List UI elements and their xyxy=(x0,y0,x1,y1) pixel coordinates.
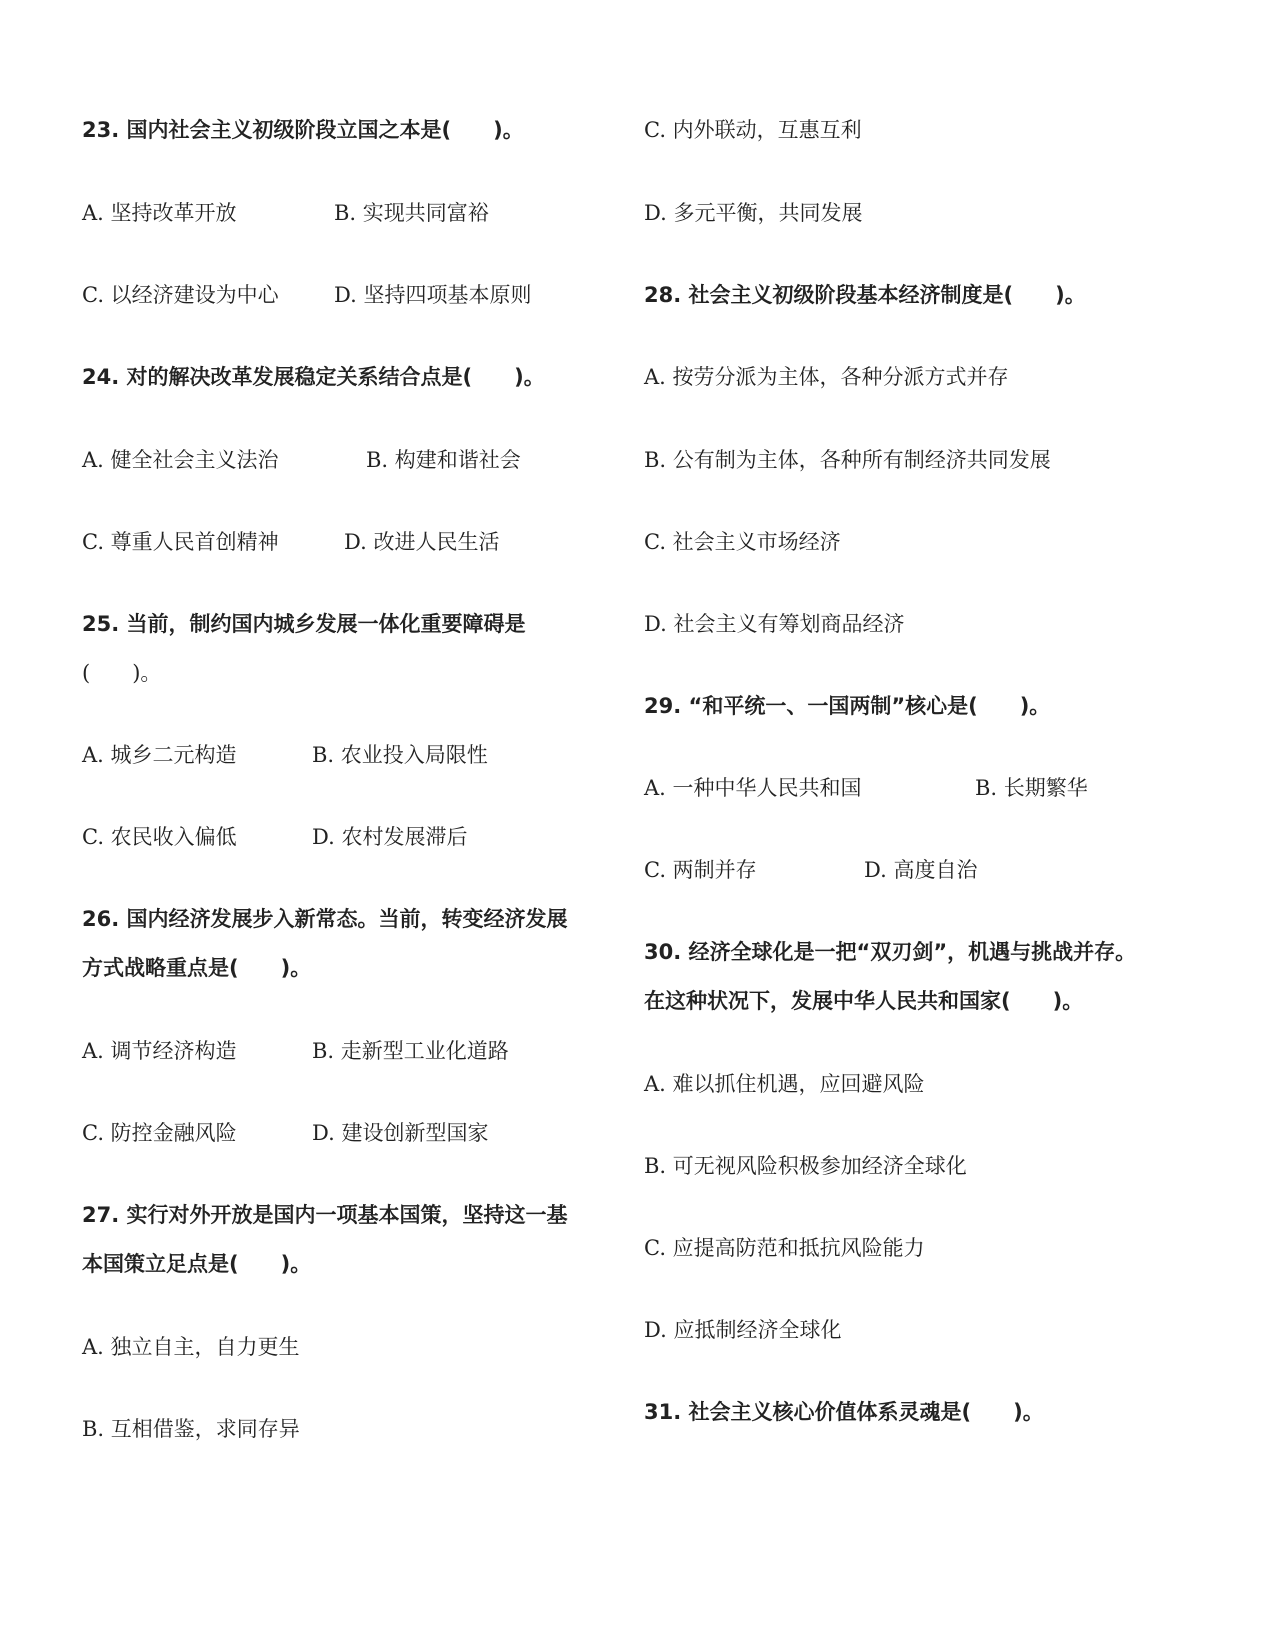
option-a: A. 城乡二元构造 xyxy=(82,743,237,767)
option-a: A. 坚持改革开放 xyxy=(82,201,237,225)
option-b: B. 农业投入局限性 xyxy=(312,743,488,767)
option-c: C. 两制并存 xyxy=(644,858,757,882)
question-26: 26. 国内经济发展步入新常态。当前，转变经济发展 xyxy=(82,907,568,931)
options-row xyxy=(82,203,612,227)
options-row xyxy=(82,745,612,769)
option-b: B. 走新型工业化道路 xyxy=(312,1039,509,1063)
question-30: 30. 经济全球化是一把“双刃剑”，机遇与挑战并存。 xyxy=(644,940,1137,964)
option-c: C. 以经济建设为中心 xyxy=(82,283,279,307)
option-b: B. 构建和谐社会 xyxy=(366,448,521,472)
question-23: 23. 国内社会主义初级阶段立国之本是( )。 xyxy=(82,118,524,142)
option-b: B. 实现共同富裕 xyxy=(334,201,489,225)
options-row xyxy=(82,450,612,474)
question-30-cont: 在这种状况下，发展中华人民共和国家( )。 xyxy=(644,989,1084,1013)
question-28: 28. 社会主义初级阶段基本经济制度是( )。 xyxy=(644,283,1086,307)
option-d: D. 农村发展滞后 xyxy=(312,825,468,849)
options-row xyxy=(82,1123,612,1147)
options-row xyxy=(82,1041,612,1065)
options-row xyxy=(82,827,612,851)
option-a: A. 健全社会主义法治 xyxy=(82,448,279,472)
option-c: C. 农民收入偏低 xyxy=(82,825,237,849)
options-row xyxy=(644,778,1204,802)
option-d: D. 多元平衡，共同发展 xyxy=(644,201,863,225)
option-c: C. 防控金融风险 xyxy=(82,1121,237,1145)
option-d: D. 坚持四项基本原则 xyxy=(334,283,532,307)
option-c: C. 尊重人民首创精神 xyxy=(82,530,279,554)
options-row xyxy=(82,285,612,309)
option-a: A. 难以抓住机遇，应回避风险 xyxy=(644,1072,925,1096)
question-25-cont: ( )。 xyxy=(82,661,162,685)
question-25: 25. 当前，制约国内城乡发展一体化重要障碍是 xyxy=(82,612,526,636)
options-row xyxy=(644,860,1204,884)
option-a: A. 一种中华人民共和国 xyxy=(644,776,862,800)
question-27: 27. 实行对外开放是国内一项基本国策，坚持这一基 xyxy=(82,1203,568,1227)
question-24: 24. 对的解决改革发展稳定关系结合点是( )。 xyxy=(82,365,545,389)
option-b: B. 公有制为主体，各种所有制经济共同发展 xyxy=(644,448,1051,472)
option-c: C. 应提高防范和抵抗风险能力 xyxy=(644,1236,925,1260)
option-a: A. 按劳分派为主体，各种分派方式并存 xyxy=(644,365,1009,389)
question-29: 29. “和平统一、一国两制”核心是( )。 xyxy=(644,694,1051,718)
option-b: B. 可无视风险积极参加经济全球化 xyxy=(644,1154,967,1178)
option-b: B. 长期繁华 xyxy=(975,776,1088,800)
option-d: D. 改进人民生活 xyxy=(344,530,500,554)
option-b: B. 互相借鉴，求同存异 xyxy=(82,1417,300,1441)
question-31: 31. 社会主义核心价值体系灵魂是( )。 xyxy=(644,1400,1044,1424)
question-26-cont: 方式战略重点是( )。 xyxy=(82,956,312,980)
options-row xyxy=(82,532,612,556)
option-d: D. 高度自治 xyxy=(864,858,978,882)
option-c: C. 内外联动，互惠互利 xyxy=(644,118,862,142)
option-d: D. 建设创新型国家 xyxy=(312,1121,489,1145)
option-d: D. 应抵制经济全球化 xyxy=(644,1318,842,1342)
option-d: D. 社会主义有筹划商品经济 xyxy=(644,612,905,636)
option-c: C. 社会主义市场经济 xyxy=(644,530,841,554)
question-27-cont: 本国策立足点是( )。 xyxy=(82,1252,312,1276)
option-a: A. 独立自主，自力更生 xyxy=(82,1335,300,1359)
option-a: A. 调节经济构造 xyxy=(82,1039,237,1063)
